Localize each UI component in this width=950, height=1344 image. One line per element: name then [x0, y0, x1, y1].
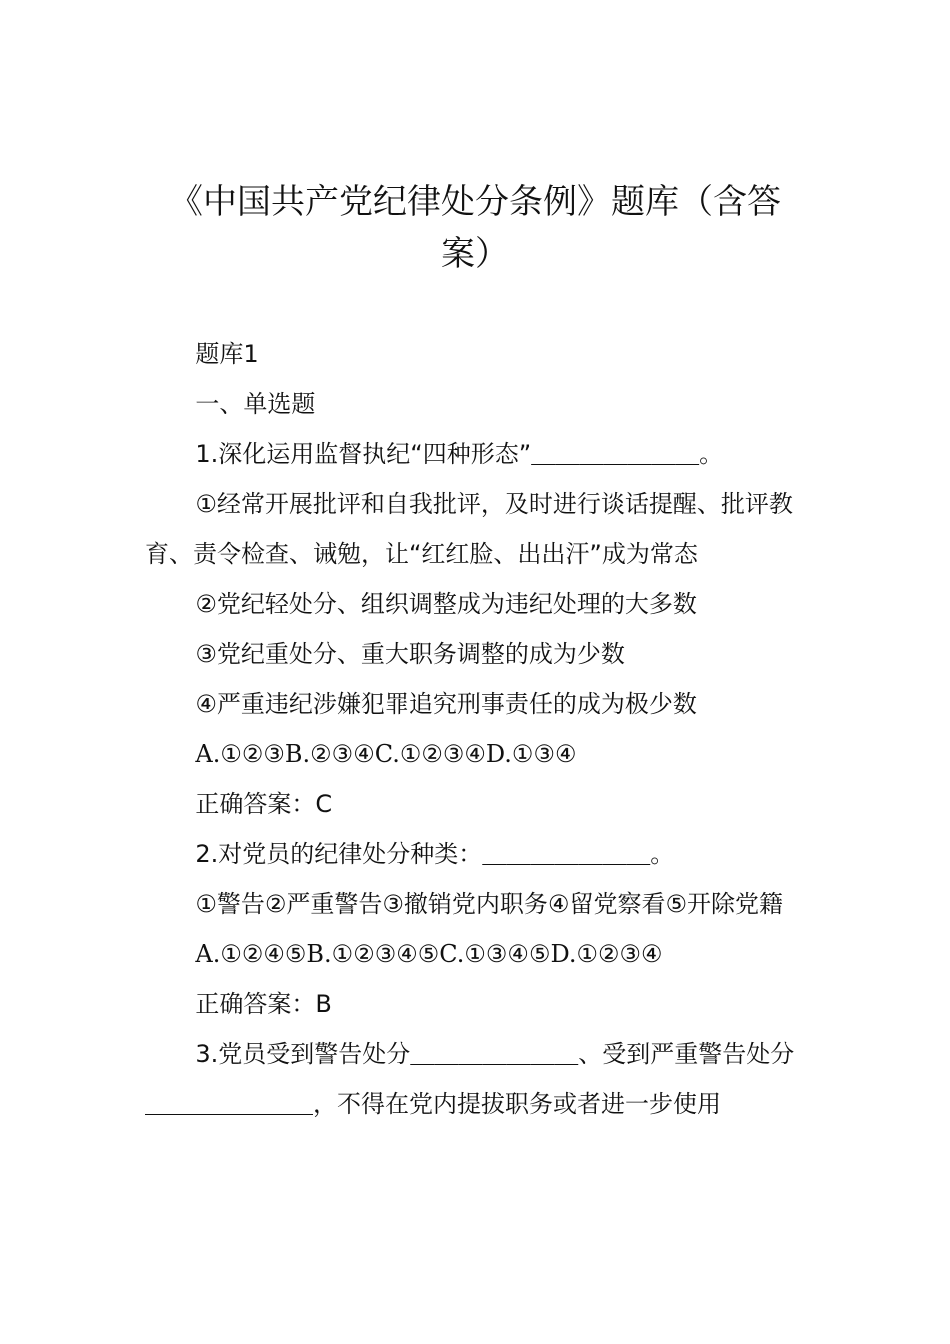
question-2-options: A.①②④⑤B.①②③④⑤C.①③④⑤D.①②③④ — [195, 940, 663, 968]
question-1-answer: 正确答案：C — [195, 790, 333, 818]
document-title: 《中国共产党纪律处分条例》题库（含答案） — [169, 182, 781, 274]
question-1-item-3: ③党纪重处分、重大职务调整的成为少数 — [195, 640, 625, 668]
question-2-stem: 2.对党员的纪律处分种类：＿＿＿＿＿＿＿。 — [195, 840, 675, 868]
question-1-stem: 1.深化运用监督执纪“四种形态”＿＿＿＿＿＿＿。 — [195, 440, 724, 468]
section-heading: 一、单选题 — [195, 390, 316, 418]
question-3-stem: 3.党员受到警告处分＿＿＿＿＿＿＿、受到严重警告处分＿＿＿＿＿＿＿，不得在党内提拔职务或者进一步使用 — [145, 1040, 795, 1118]
question-1-item-2: ②党纪轻处分、组织调整成为违纪处理的大多数 — [195, 590, 697, 618]
question-2-items: ①警告②严重警告③撤销党内职务④留党察看⑤开除党籍 — [195, 890, 783, 918]
document-body — [145, 329, 807, 1129]
question-1-options: A.①②③B.②③④C.①②③④D.①③④ — [195, 740, 577, 768]
question-bank-label: 题库1 — [195, 340, 259, 368]
question-2-answer: 正确答案：B — [195, 990, 332, 1018]
question-1-item-1: ①经常开展批评和自我批评，及时进行谈话提醒、批评教育、责令检查、诫勉，让“红红脸、出出汗”成为常态 — [145, 490, 793, 568]
question-1-item-4: ④严重违纪涉嫌犯罪追究刑事责任的成为极少数 — [195, 690, 697, 718]
